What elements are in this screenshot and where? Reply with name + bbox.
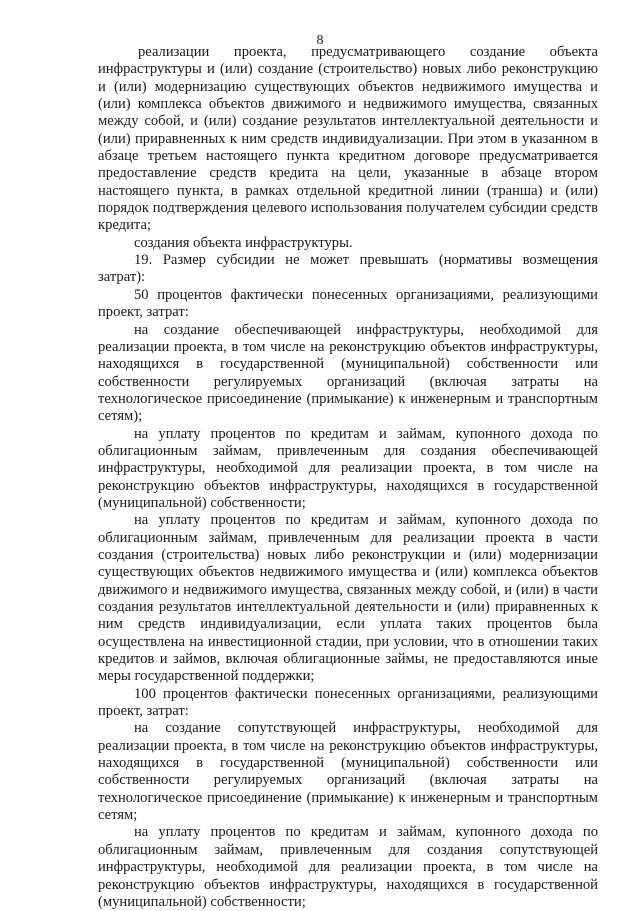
- paragraph-interest-project: на уплату процентов по кредитам и займам, купонного дохода по облигационным займам, привлеченным для реализации проекта в части создания (строительства) новых либо реконструкции и (или) модернизации существующих объектов недвижимого имущества и (или) комплекса объектов движимого и недвижимого имущества, связанных между собой, и (или) в части создания результатов интеллектуальной деятельности и (или) приравненных к ним средств индивидуализации, если уплата таких процентов была осуществлена на инвестиционной стадии, при условии, что в отношении таких кредитов и займов, включая облигационные займы, не предоставляются иные меры государственной поддержки;: [98, 512, 598, 685]
- page-number: 8: [316, 33, 324, 48]
- paragraph-100-percent: 100 процентов фактически понесенных организациями, реализующими проект, затрат:: [98, 685, 598, 720]
- paragraph-50-percent: 50 процентов фактически понесенных организациями, реализующими проект, затрат:: [98, 286, 598, 321]
- paragraph-continuation: реализации проекта, предусматривающего создание объекта инфраструктуры и (или) создание (строительство) новых либо реконструкцию и (или) модернизацию существующих объектов недвижимого имущества и (или) комплекса объектов движимого и недвижимого имущества, связанных между собой, и (или) создание результатов интеллектуальной деятельности и (или) приравненных к ним средств индивидуализации. При этом в указанном в абзаце третьем настоящего пункта кредитном договоре предусматривается предоставление средств кредита на цели, указанные в абзаце втором настоящего пункта, в рамках отдельной кредитной линии (транша) и (или) порядок подтверждения целевого использования получателем субсидии средств кредита;: [98, 44, 598, 234]
- document-body: [98, 44, 598, 911]
- paragraph-infrastructure-object: создания объекта инфраструктуры.: [134, 234, 353, 251]
- paragraph-supporting-infrastructure: на создание обеспечивающей инфраструктуры, необходимой для реализации проекта, в том числе на реконструкцию объектов инфраструктуры, находящихся в государственной (муниципальной) собственности или собственности регулируемых организаций (включая затраты на технологическое присоединение (примыкание) к инженерным и транспортным сетям);: [98, 321, 598, 425]
- paragraph-interest-accompanying: на уплату процентов по кредитам и займам, купонного дохода по облигационным займам, привлеченным для создания сопутствующей инфраструктуры, необходимой для реализации проекта, в том числе на реконструкцию объектов инфраструктуры, находящихся в государственной (муниципальной) собственности;: [98, 824, 598, 910]
- paragraph-accompanying-infrastructure: на создание сопутствующей инфраструктуры, необходимой для реализации проекта, в том числе на реконструкцию объектов инфраструктуры, находящихся в государственной (муниципальной) собственности или собственности регулируемых организаций (включая затраты на технологическое присоединение (примыкание) к инженерным и транспортным сетям;: [98, 720, 598, 824]
- paragraph-clause-19: 19. Размер субсидии не может превышать (нормативы возмещения затрат):: [98, 252, 598, 286]
- paragraph-interest-supporting: на уплату процентов по кредитам и займам, купонного дохода по облигационным займам, привлеченным для создания обеспечивающей инфраструктуры, необходимой для реализации проекта, в том числе на реконструкцию объектов инфраструктуры, находящихся в государственной (муниципальной) собственности;: [98, 425, 598, 511]
